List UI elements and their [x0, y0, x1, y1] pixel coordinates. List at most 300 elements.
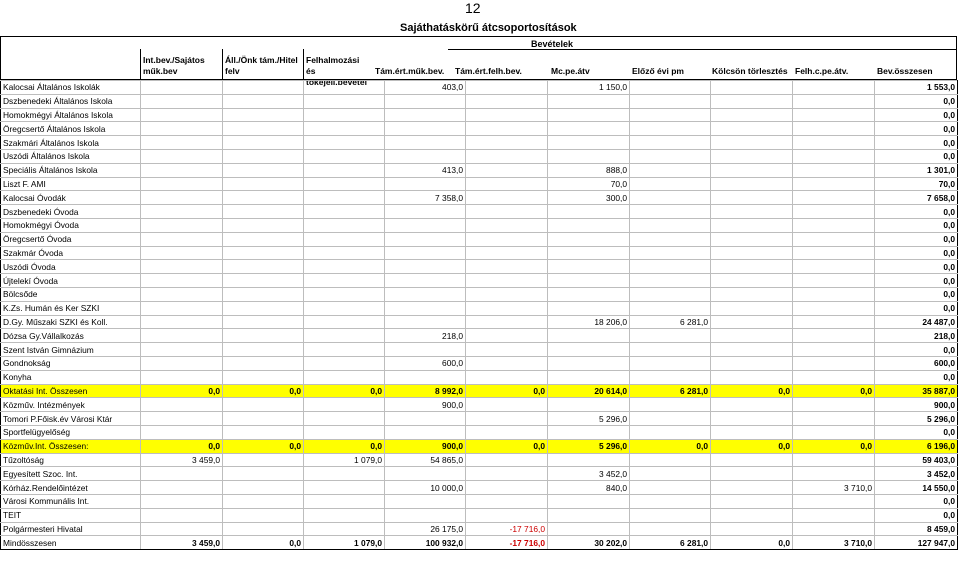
table-cell [141, 425, 223, 439]
table-cell [141, 412, 223, 426]
table-cell: 70,0 [548, 177, 630, 191]
table-cell [304, 522, 385, 536]
table-cell [711, 287, 793, 301]
table-cell [223, 81, 304, 95]
table-row [1, 384, 958, 398]
table-cell: 0,0 [875, 122, 958, 136]
table-cell [793, 205, 875, 219]
table-cell [711, 329, 793, 343]
table-cell [141, 343, 223, 357]
table-cell [630, 398, 711, 412]
table-cell: 1 553,0 [875, 81, 958, 95]
table-cell: 0,0 [711, 439, 793, 453]
table-cell [141, 260, 223, 274]
table-cell: 0,0 [875, 274, 958, 288]
table-cell [548, 356, 630, 370]
table-cell [711, 412, 793, 426]
table-cell [793, 329, 875, 343]
header-separator [303, 49, 304, 80]
table-cell [711, 232, 793, 246]
table-cell: 3 710,0 [793, 536, 875, 550]
table-row [1, 274, 958, 288]
row-label: D.Gy. Műszaki SZKI és Koll. [1, 315, 141, 329]
table-cell [548, 508, 630, 522]
row-label: Szent István Gimnázium [1, 343, 141, 357]
col-header-felhalmozasi: Felhalmozási és tőkejell.bevétel [306, 55, 367, 87]
table-cell [385, 177, 466, 191]
table-cell [466, 122, 548, 136]
table-cell [223, 218, 304, 232]
table-row [1, 122, 958, 136]
table-body [1, 81, 958, 550]
table-cell: 1 301,0 [875, 163, 958, 177]
table-cell [141, 136, 223, 150]
table-cell [548, 122, 630, 136]
table-cell [304, 108, 385, 122]
row-label: Szakmár Óvoda [1, 246, 141, 260]
table-cell [548, 94, 630, 108]
table-cell: 0,0 [875, 301, 958, 315]
table-cell [141, 108, 223, 122]
table-cell [385, 370, 466, 384]
table-cell [466, 315, 548, 329]
table-cell [630, 494, 711, 508]
table-cell [630, 343, 711, 357]
table-cell: 840,0 [548, 481, 630, 495]
table-cell [548, 232, 630, 246]
table-cell [466, 356, 548, 370]
table-cell [793, 149, 875, 163]
table-cell [630, 425, 711, 439]
col-header-bev-osszesen: Bev.összesen [877, 66, 933, 76]
row-label: Dszbenedeki Óvoda [1, 205, 141, 219]
row-label: Dszbenedeki Általános Iskola [1, 94, 141, 108]
table-cell: 0,0 [875, 370, 958, 384]
table-cell [793, 343, 875, 357]
table-cell: 0,0 [875, 232, 958, 246]
table-cell [466, 108, 548, 122]
table-cell: 5 296,0 [548, 439, 630, 453]
table-cell [141, 398, 223, 412]
table-cell [223, 481, 304, 495]
table-cell: 0,0 [223, 384, 304, 398]
table-cell [223, 467, 304, 481]
table-cell [630, 453, 711, 467]
table-cell [304, 398, 385, 412]
table-cell [548, 301, 630, 315]
table-cell [630, 522, 711, 536]
table-cell: 100 932,0 [385, 536, 466, 550]
row-label: K.Zs. Humán és Ker SZKI [1, 301, 141, 315]
table-cell [223, 191, 304, 205]
table-cell [466, 508, 548, 522]
table-cell [793, 522, 875, 536]
table-cell [466, 149, 548, 163]
table-cell [304, 343, 385, 357]
table-cell [304, 467, 385, 481]
table-cell [141, 315, 223, 329]
table-cell [630, 136, 711, 150]
table-row [1, 522, 958, 536]
row-label: Konyha [1, 370, 141, 384]
table-cell: 10 000,0 [385, 481, 466, 495]
table-row [1, 218, 958, 232]
group-label-bevetelek: Bevételek [531, 39, 574, 49]
table-cell [223, 453, 304, 467]
table-cell [793, 260, 875, 274]
table-cell [304, 329, 385, 343]
table-cell: 35 887,0 [875, 384, 958, 398]
table-cell [711, 398, 793, 412]
table-cell [223, 260, 304, 274]
table-cell [141, 274, 223, 288]
table-cell [466, 481, 548, 495]
table-cell: 59 403,0 [875, 453, 958, 467]
table-row [1, 439, 958, 453]
table-cell [466, 453, 548, 467]
table-cell [793, 398, 875, 412]
table-cell [385, 122, 466, 136]
table-cell [711, 149, 793, 163]
table-cell [141, 81, 223, 95]
table-cell: 0,0 [875, 246, 958, 260]
row-label: Oktatási Int. Összesen [1, 384, 141, 398]
table-cell [223, 508, 304, 522]
table-cell [630, 191, 711, 205]
table-cell [385, 425, 466, 439]
table-cell [141, 370, 223, 384]
col-header-mc-pe-atv: Mc.pe.átv [551, 66, 590, 76]
table-row [1, 177, 958, 191]
table-cell: 8 992,0 [385, 384, 466, 398]
table-cell [223, 246, 304, 260]
table-cell: 3 452,0 [548, 467, 630, 481]
table-cell [711, 508, 793, 522]
table-cell: 0,0 [875, 508, 958, 522]
table-cell [223, 522, 304, 536]
row-label: Mindösszesen [1, 536, 141, 550]
table-cell [793, 425, 875, 439]
table-cell [304, 370, 385, 384]
table-cell [630, 301, 711, 315]
table-cell [793, 191, 875, 205]
page-number: 12 [465, 0, 481, 16]
header-separator [222, 49, 223, 80]
table-cell [711, 108, 793, 122]
table-cell [223, 205, 304, 219]
table-cell: 900,0 [385, 439, 466, 453]
table-cell [548, 218, 630, 232]
table-cell [304, 122, 385, 136]
row-label: Dózsa Gy.Vállalkozás [1, 329, 141, 343]
table-cell: 1 079,0 [304, 536, 385, 550]
table-cell [630, 481, 711, 495]
table-cell [711, 94, 793, 108]
table-row [1, 163, 958, 177]
row-label: Egyesített Szoc. Int. [1, 467, 141, 481]
table-cell [630, 108, 711, 122]
row-label: Polgármesteri Hivatal [1, 522, 141, 536]
table-cell: 0,0 [466, 439, 548, 453]
table-row [1, 329, 958, 343]
table-cell [711, 425, 793, 439]
table-cell [466, 301, 548, 315]
table-cell: 24 487,0 [875, 315, 958, 329]
row-label: Közműv.Int. Összesen: [1, 439, 141, 453]
table-cell: 6 281,0 [630, 384, 711, 398]
table-cell: -17 716,0 [466, 522, 548, 536]
table-cell [793, 136, 875, 150]
table-cell [630, 329, 711, 343]
row-label: Kalocsai Óvodák [1, 191, 141, 205]
table-row [1, 287, 958, 301]
row-label: Homokmégyi Általános Iskola [1, 108, 141, 122]
table-cell [548, 425, 630, 439]
table-cell [793, 494, 875, 508]
col-header-elozo-evi-pm: Előző évi pm [632, 66, 684, 76]
table-cell [711, 453, 793, 467]
table-cell: 0,0 [875, 287, 958, 301]
table-cell [223, 177, 304, 191]
table-cell: 0,0 [141, 439, 223, 453]
table-cell: 0,0 [875, 205, 958, 219]
table-cell [630, 163, 711, 177]
table-cell: 900,0 [385, 398, 466, 412]
table-cell [793, 287, 875, 301]
table-cell [304, 246, 385, 260]
table-cell [711, 481, 793, 495]
table-cell: 300,0 [548, 191, 630, 205]
table-cell: 0,0 [875, 218, 958, 232]
table-cell [793, 246, 875, 260]
table-cell [223, 315, 304, 329]
table-cell [304, 149, 385, 163]
table-cell [141, 94, 223, 108]
table-cell: 0,0 [875, 260, 958, 274]
table-cell: 0,0 [875, 494, 958, 508]
table-cell [141, 481, 223, 495]
table-cell [630, 370, 711, 384]
table-cell [385, 205, 466, 219]
row-label: Bölcsőde [1, 287, 141, 301]
table-cell [466, 205, 548, 219]
table-cell [141, 522, 223, 536]
table-cell [223, 136, 304, 150]
table-cell [304, 191, 385, 205]
table-cell [304, 425, 385, 439]
table-cell: 70,0 [875, 177, 958, 191]
header-divider [448, 49, 957, 50]
table-cell [141, 301, 223, 315]
table-cell: 900,0 [875, 398, 958, 412]
table-cell [223, 301, 304, 315]
table-cell: 7 358,0 [385, 191, 466, 205]
table-cell [304, 274, 385, 288]
table-cell: 218,0 [875, 329, 958, 343]
table-cell: 5 296,0 [875, 412, 958, 426]
table-cell: 0,0 [793, 439, 875, 453]
table-row [1, 508, 958, 522]
table-cell [711, 301, 793, 315]
table-cell [793, 370, 875, 384]
table-cell [385, 218, 466, 232]
table-cell [466, 398, 548, 412]
table-cell [548, 522, 630, 536]
table-cell [141, 246, 223, 260]
table-cell [304, 81, 385, 95]
table-cell [466, 191, 548, 205]
table-row [1, 356, 958, 370]
table-cell [385, 301, 466, 315]
table-cell [548, 149, 630, 163]
table-cell [548, 453, 630, 467]
table-cell [466, 81, 548, 95]
row-label: Gondnokság [1, 356, 141, 370]
table-row [1, 343, 958, 357]
table-cell: 0,0 [875, 94, 958, 108]
table-cell: 127 947,0 [875, 536, 958, 550]
table-cell [630, 274, 711, 288]
table-cell [141, 494, 223, 508]
table-cell [385, 232, 466, 246]
table-cell [793, 81, 875, 95]
table-cell [385, 260, 466, 274]
table-cell [304, 494, 385, 508]
table-cell [385, 508, 466, 522]
table-cell: 3 452,0 [875, 467, 958, 481]
table-cell: 600,0 [385, 356, 466, 370]
table-cell [630, 232, 711, 246]
table-row [1, 467, 958, 481]
table-cell: 3 710,0 [793, 481, 875, 495]
table-cell [141, 218, 223, 232]
table-cell [630, 467, 711, 481]
table-cell [548, 329, 630, 343]
table-cell [466, 136, 548, 150]
table-cell [548, 343, 630, 357]
table-cell [466, 287, 548, 301]
row-label: Liszt F. AMI [1, 177, 141, 191]
table-cell: 413,0 [385, 163, 466, 177]
table-cell [304, 177, 385, 191]
table-cell [466, 370, 548, 384]
table-row [1, 494, 958, 508]
table-cell [141, 232, 223, 246]
table-cell: 5 296,0 [548, 412, 630, 426]
budget-table [0, 80, 958, 550]
table-cell [223, 356, 304, 370]
table-row [1, 481, 958, 495]
table-cell: 0,0 [223, 439, 304, 453]
col-header-felh-c-pe-atv: Felh.c.pe.átv. [795, 66, 849, 76]
header-separator [140, 49, 141, 80]
table-cell [141, 163, 223, 177]
table-cell [548, 287, 630, 301]
table-cell [711, 163, 793, 177]
table-cell [466, 425, 548, 439]
table-cell: 0,0 [223, 536, 304, 550]
table-cell [304, 315, 385, 329]
table-cell [466, 412, 548, 426]
table-cell [466, 94, 548, 108]
table-cell: 0,0 [466, 384, 548, 398]
table-cell [385, 412, 466, 426]
table-cell [304, 205, 385, 219]
table-cell: 0,0 [875, 149, 958, 163]
table-cell [548, 260, 630, 274]
table-cell [630, 177, 711, 191]
row-label: Szakmári Általános Iskola [1, 136, 141, 150]
row-label: Városi Kommunális Int. [1, 494, 141, 508]
table-cell [466, 343, 548, 357]
table-cell [466, 163, 548, 177]
table-cell [548, 494, 630, 508]
table-cell [304, 287, 385, 301]
table-cell [711, 81, 793, 95]
table-row [1, 536, 958, 550]
table-cell [548, 398, 630, 412]
table-cell [304, 508, 385, 522]
table-cell [793, 108, 875, 122]
table-row [1, 191, 958, 205]
table-cell: 0,0 [141, 384, 223, 398]
table-cell [141, 508, 223, 522]
table-cell [711, 122, 793, 136]
table-cell [711, 177, 793, 191]
row-label: Speciális Általános Iskola [1, 163, 141, 177]
table-cell: 8 459,0 [875, 522, 958, 536]
table-cell [793, 94, 875, 108]
table-cell [141, 356, 223, 370]
table-cell: 0,0 [630, 439, 711, 453]
table-cell [630, 287, 711, 301]
row-label: Kórház.Rendelőintézet [1, 481, 141, 495]
table-row [1, 81, 958, 95]
table-row [1, 412, 958, 426]
table-cell [630, 508, 711, 522]
table-cell [385, 149, 466, 163]
table-cell [793, 218, 875, 232]
table-cell [466, 246, 548, 260]
table-cell [223, 287, 304, 301]
row-label: Újtelekí Óvoda [1, 274, 141, 288]
table-cell [793, 467, 875, 481]
table-row [1, 108, 958, 122]
table-cell [223, 343, 304, 357]
table-cell [711, 370, 793, 384]
table-row [1, 136, 958, 150]
table-cell [793, 315, 875, 329]
table-cell [630, 246, 711, 260]
table-cell: 3 459,0 [141, 453, 223, 467]
table-cell: 6 281,0 [630, 315, 711, 329]
table-cell [223, 425, 304, 439]
table-cell [385, 287, 466, 301]
table-cell [711, 205, 793, 219]
table-cell [223, 494, 304, 508]
table-cell [141, 205, 223, 219]
table-cell [304, 481, 385, 495]
table-cell [466, 177, 548, 191]
table-cell [630, 81, 711, 95]
table-cell [385, 108, 466, 122]
table-cell: 403,0 [385, 81, 466, 95]
table-cell [141, 467, 223, 481]
table-cell [141, 329, 223, 343]
row-label: Közműv. Intézmények [1, 398, 141, 412]
table-cell [793, 177, 875, 191]
table-cell: 0,0 [875, 343, 958, 357]
